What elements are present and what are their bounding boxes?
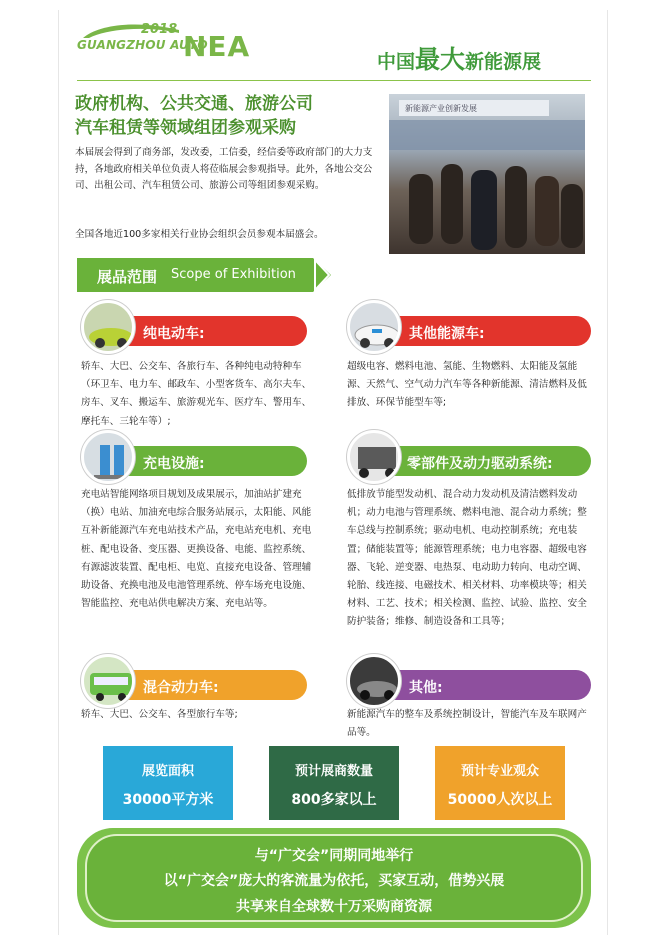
bottom-line-1: 与“广交会”同期同地举行 [254,848,414,864]
photo-banner: 新能源产业创新发展 [399,100,549,116]
bottom-line-3: 共享来自全球数十万采购商资源 [236,899,432,915]
scope-title-cn: 展品范围 [97,268,158,286]
category-text-parts: 低排放节能型发动机、混合动力发动机及清洁燃料发动机；动力电池与管理系统、燃料电池、混合动力系统；整车总线与控制系统；驱动电机、电动控制系统；充电装置；储能装置等；能源管理系统；电力电容器、超级电容器、飞轮、逆变器、电热泵、电动助力转向、电动空调、轮胎、线连接、电磁技术、相关材料、功率模块等；相关材料、工艺、技术；相关检测、监控、试验、监控、安全防护装备；维修、制造设备和工具等； [347,489,587,628]
logo-abbr: NEA [183,30,251,63]
category-label-charging: 充电设施: [143,456,205,472]
category-text-other: 新能源汽车的整车及系统控制设计，智能汽车及车联网产品等。 [347,709,587,739]
stat-area-title: 展览面积 [141,764,194,779]
intro-paragraph-2: 全国各地近100多家相关行业协会组织会员参观本届盛会。 [75,229,324,240]
category-text-other-energy: 超级电容、燃料电池、氢能、生物燃料、太阳能及氢能源、天然气、空气动力汽车等各种新能源、清洁燃料及低排放、环保节能型车等; [347,361,587,409]
headline-line-1: 政府机构、公共交通、旅游公司 [75,94,313,114]
category-header-other [369,670,591,700]
stat-exhibitors-value: 800多家以上 [291,792,377,808]
tagline-post: 新能源展 [465,51,542,73]
bottom-line-2: 以“广交会”庞大的客流量为依托，买家互动，借势兴展 [163,873,505,889]
intro-paragraph: 本届展会得到了商务部，发改委，工信委，经信委等政府部门的大力支持，各地政府相关单位负责人将莅临展会参观指导。此外，各地公交公司、出租公司、汽车租赁公司、旅游公司等组团参观采购。 [75,147,373,191]
category-label-other: 其他: [409,680,443,696]
auto-parts-icon [347,430,401,484]
headline-line-2: 汽车租赁等领域组团参观采购 [75,118,296,138]
category-label-bev: 纯电动车: [143,326,205,342]
logo-year: 2018 [141,22,178,37]
tagline [377,40,541,76]
intro-headline [75,92,375,140]
hydrogen-car-icon [347,300,401,354]
stat-visitors [435,746,565,820]
category-text-hybrid: 轿车、大巴、公交车、各型旅行车等; [81,709,238,720]
category-label-hybrid: 混合动力车: [143,680,219,696]
stat-visitors-title: 预计专业观众 [460,764,539,779]
stat-area [103,746,233,820]
smart-car-icon [347,654,401,708]
brochure-page [58,10,608,935]
stat-exhibitors [269,746,399,820]
hybrid-bus-icon [81,654,135,708]
header-divider [77,80,591,81]
stat-area-value: 30000平方米 [122,792,214,808]
tagline-pre: 中国 [377,51,416,73]
logo-city: GUANGZHOU AUTO [77,38,208,52]
charging-station-icon [81,430,135,484]
stat-visitors-value: 50000人次以上 [447,792,553,808]
ev-car-icon [81,300,135,354]
tagline-big: 最大 [415,45,466,74]
category-text-bev: 轿车、大巴、公交车、各旅行车、各种纯电动特种车（环卫车、电力车、邮政车、小型客货车、高尔夫车、房车、叉车、搬运车、旅游观光车、医疗车、警用车、摩托车、三轮车等）; [81,361,312,427]
category-text-charging: 充电站智能网络项目规划及成果展示，加油站扩建充（换）电站、加油充电综合服务站展示，太阳能、风能互补新能源汽车充电站技术产品，充电站充电机、充电桩、配电设备、变压器、更换设备、电能、监控系统、有源滤波装置、配电柜、电览、直接充电设备、管理辅助设备、充换电池及电池管理系统、停车场充电设施、智能监控、充电站供电解决方案、充电站等。 [81,489,312,610]
scope-title-en: Scope of Exhibition [171,267,296,282]
exhibition-photo [389,94,585,254]
stat-exhibitors-title: 预计展商数量 [294,764,373,779]
category-label-other-energy: 其他能源车: [409,326,485,342]
category-label-parts: 零部件及动力驱动系统: [407,456,553,472]
